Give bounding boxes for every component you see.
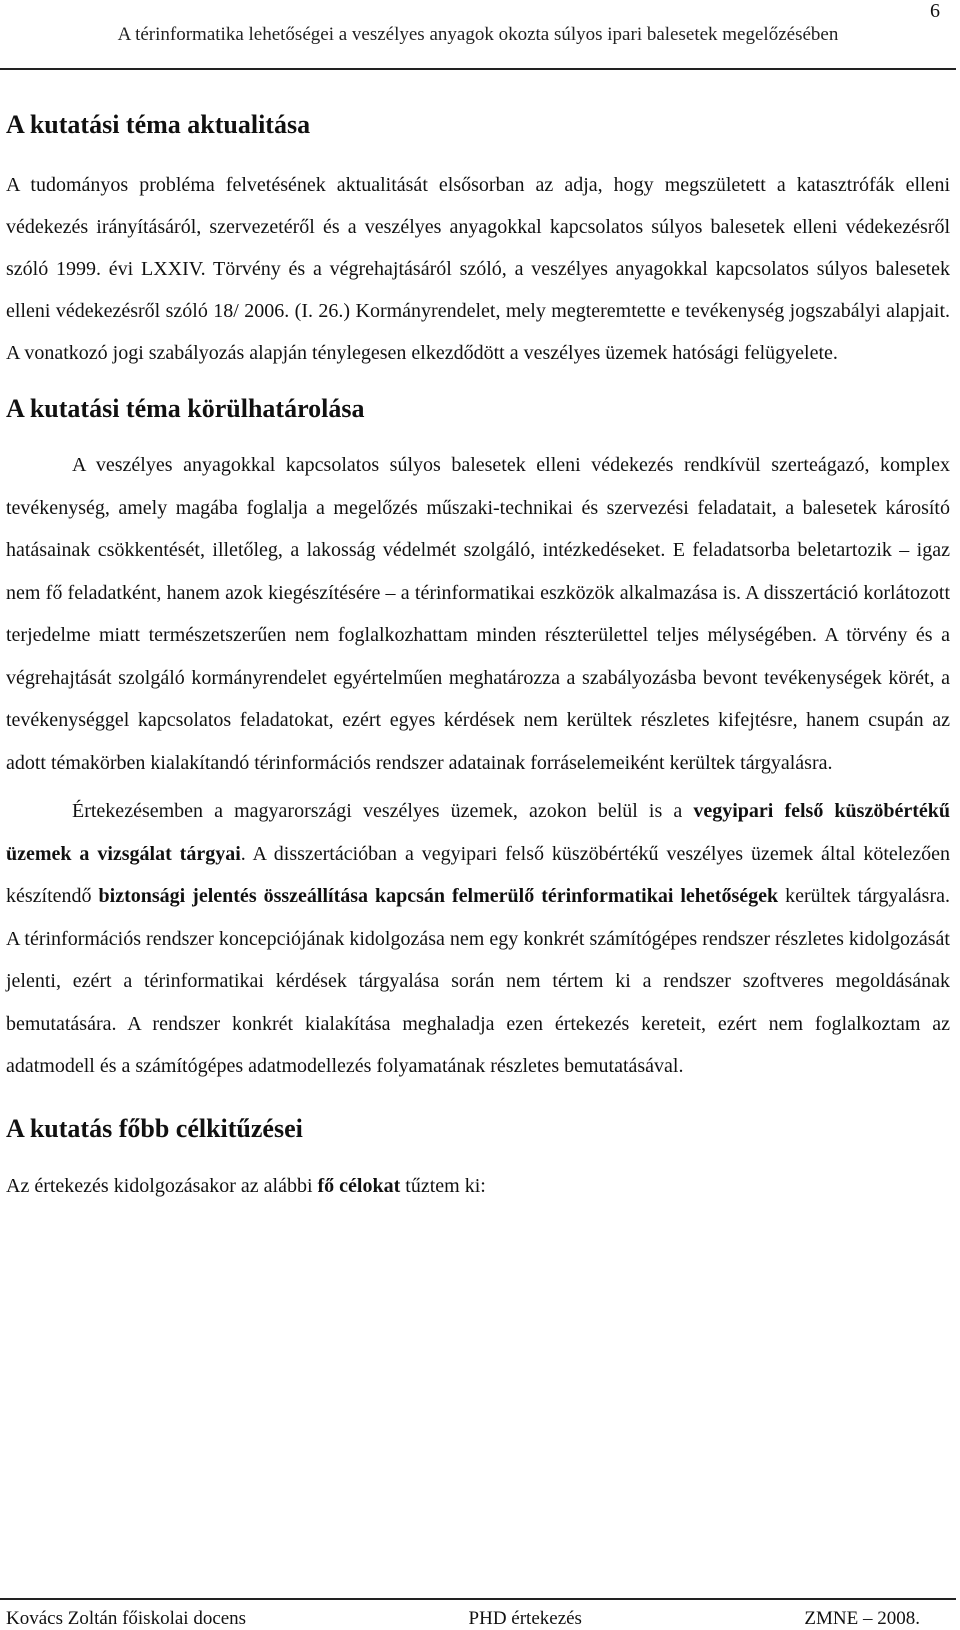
paragraph-delimitation-1: A veszélyes anyagokkal kapcsolatos súlyos balesetek elleni védekezés rendkívül szerteágazó, komplex tevékenység, amely magába foglalja a megelőzés műszaki-technikai és szervezési feladatait, a balesetek károsító hatásainak csökkentését, illetőleg, a lakosság védelmét szolgáló, intézkedéseket. E feladatsorba beletartozik – igaz nem fő feladatként, hanem azok kiegészítésére – a térinformatikai eszközök alkalmazása is. A disszertáció korlátozott terjedelme miatt természetszerűen nem foglalkozhattam minden részterülettel teljes mélységében. A törvény és a végrehajtását szolgáló kormányrendelet egyértelműen meghatározza a szabályozásba bevont tevékenységek körét, a tevékenységgel kapcsolatos feladatokat, ezért egyes kérdések nem kerültek részletes kifejtésre, hanem csupán az adott témakörben kialakítandó térinformációs rendszer adatainak forráselemeiként kerültek tárgyalásra. [6,454,950,774]
running-header: A térinformatika lehetőségei a veszélyes anyagok okozta súlyos ipari balesetek megelőzésében [117,24,839,45]
footer-author: Kovács Zoltán főiskolai docens [6,1608,247,1629]
section-heading-actuality: A kutatási téma aktualitása [6,110,311,139]
p2-bold-2: biztonsági jelentés összeállítása kapcsán felmerülő térinformatikai lehetőségek [98,885,779,907]
header-divider [0,68,956,70]
section-heading-delimitation: A kutatási téma körülhatárolása [6,394,365,423]
footer-divider [0,1598,956,1600]
footer-doc-type: PHD értekezés [468,1608,582,1629]
goals-bold: fő célokat [317,1174,401,1197]
footer-institution: ZMNE – 2008. [804,1608,920,1629]
p2-bold-1: vegyipari felső küszöbértékű üzemek a vizsgálat tárgyai [6,800,951,865]
p2-text-3: kerültek tárgyalásra. A térinformációs rendszer koncepciójának kidolgozása nem egy konkrét számítógépes rendszer részletes kidolgozását jelenti, ezért a térinformatikai kérdések tárgyalása során nem tértem ki a rendszer szoftveres megoldásának bemutatására. A rendszer konkrét kialakítása meghaladja ezen értekezés kereteit, ezért nem foglalkoztam az adatmodell és a számítógépes adatmodellezés folyamatának részletes bemutatásával. [6,885,951,1077]
paragraph-delimitation-2 [6,790,950,1088]
document-body [6,108,950,1206]
paragraph-actuality: A tudományos probléma felvetésének aktualitását elsősorban az adja, hogy megszületett a katasztrófák elleni védekezés irányításáról, szervezetéről és a veszélyes anyagokkal kapcsolatos súlyos balesetek elleni védekezésről szóló 1999. évi LXXIV. Törvény és a végrehajtásáról szóló, a veszélyes anyagokkal kapcsolatos súlyos balesetek elleni védekezésről szóló 18/ 2006. (I. 26.) Kormányrendelet, mely megteremtette e tevékenység jogszabályi alapjait. A vonatkozó jogi szabályozás alapján ténylegesen elkezdődött a veszélyes üzemek hatósági felügyelete. [6,174,950,364]
paragraph-goals [6,1166,950,1206]
goals-text-1: Az értekezés kidolgozásakor az alábbi [6,1174,318,1197]
p2-text-1: Értekezésemben a magyarországi veszélyes üzemek, azokon belül is a [72,800,694,822]
goals-text-2: tűztem ki: [400,1174,486,1197]
section-heading-goals: A kutatás főbb célkitűzései [6,1113,303,1143]
page-number: 6 [930,0,940,22]
p2-text-2: . A disszertációban a vegyipari felső küszöbértékű veszélyes üzemek által kötelezően készítendő [6,842,950,907]
